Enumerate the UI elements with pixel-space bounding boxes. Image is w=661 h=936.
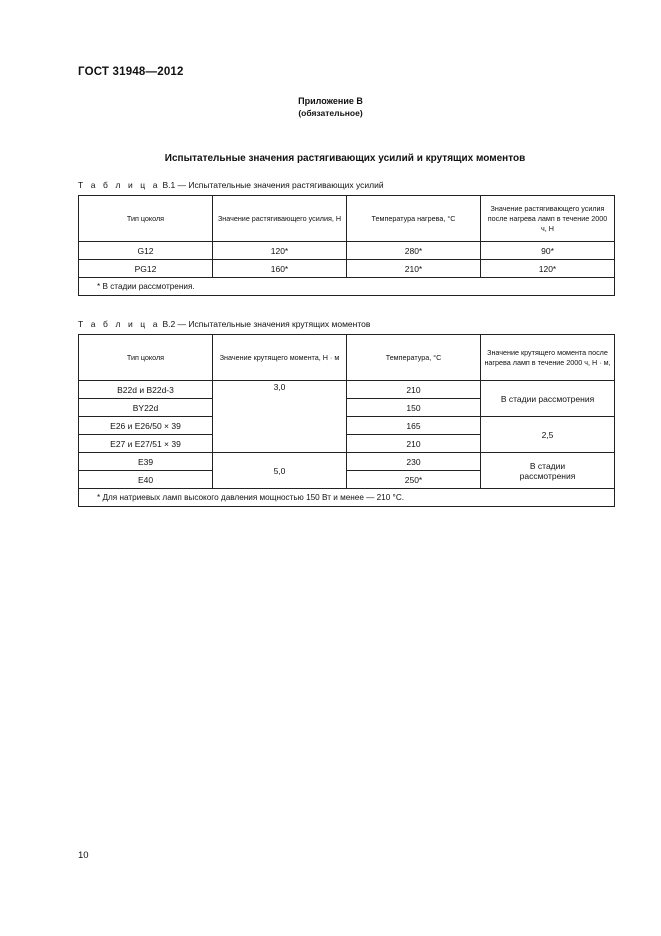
cell-temperature: 250* (347, 471, 481, 489)
cell-heating-temp: 210* (347, 260, 481, 278)
cell-force-after-heat: 120* (481, 260, 615, 278)
table-row (79, 260, 615, 278)
cell-temperature: 165 (347, 417, 481, 435)
appendix-title: Приложение В (298, 96, 363, 106)
col-header-torque: Значение крутящего момента, Н · м (213, 335, 347, 381)
cell-base-type: E39 (79, 453, 213, 471)
table1-caption (78, 180, 384, 190)
cell-temperature: 210 (347, 435, 481, 453)
col-header-base-type: Тип цоколя (79, 335, 213, 381)
table-row (79, 417, 615, 435)
cell-base-type: G12 (79, 242, 213, 260)
table-footnote-row (79, 278, 615, 296)
table1-footnote: * В стадии рассмотрения. (79, 278, 615, 296)
appendix-status: (обязательное) (298, 108, 363, 118)
cell-torque-after-heat: В стадии рассмотрения (481, 453, 615, 489)
cell-tensile-force: 120* (213, 242, 347, 260)
standard-designation: ГОСТ 31948—2012 (78, 66, 184, 78)
table2-caption (78, 319, 370, 329)
cell-torque-after-heat: 2,5 (481, 417, 615, 453)
appendix-heading (0, 95, 661, 119)
section-title: Испытательные значения растягивающих усилий и крутящих моментов (164, 153, 526, 164)
cell-heating-temp: 280* (347, 242, 481, 260)
cell-force-after-heat: 90* (481, 242, 615, 260)
cell-torque: 3,0 (213, 381, 347, 453)
col-header-temperature: Температура, °С (347, 335, 481, 381)
col-header-torque-after-heat: Значение крутящего момента после нагрева ламп в течение 2000 ч, Н · м, (481, 335, 615, 381)
table2-caption-text: В.2 — Испытательные значения крутящих моментов (162, 319, 371, 329)
cell-base-type: E40 (79, 471, 213, 489)
table-header-row (79, 196, 615, 242)
cell-base-type: B22d и B22d-3 (79, 381, 213, 399)
cell-base-type: E26 и E26/50 × 39 (79, 417, 213, 435)
table-header-row (79, 335, 615, 381)
col-header-base-type: Тип цоколя (79, 196, 213, 242)
table-row (79, 381, 615, 399)
table-b1 (78, 195, 615, 296)
table-footnote-row (79, 489, 615, 507)
table-b2 (78, 334, 615, 507)
page-number: 10 (78, 850, 89, 861)
table2-footnote: * Для натриевых ламп высокого давления мощностью 150 Вт и менее — 210 °С. (79, 489, 615, 507)
cell-torque: 5,0 (213, 453, 347, 489)
col-header-tensile-force: Значение растягивающего усилия, Н (213, 196, 347, 242)
cell-base-type: PG12 (79, 260, 213, 278)
cell-base-type: BY22d (79, 399, 213, 417)
cell-temperature: 150 (347, 399, 481, 417)
cell-tensile-force: 160* (213, 260, 347, 278)
cell-temperature: 230 (347, 453, 481, 471)
table1-caption-prefix: Т а б л и ц а (78, 180, 161, 190)
cell-temperature: 210 (347, 381, 481, 399)
cell-torque-after-heat: В стадии рассмотрения (481, 381, 615, 417)
col-header-force-after-heat: Значение растягивающего усилия после нагрева ламп в течение 2000 ч, Н (481, 196, 615, 242)
table-row (79, 242, 615, 260)
table1-caption-text: В.1 — Испытательные значения растягивающих усилий (162, 180, 384, 190)
cell-base-type: E27 и E27/51 × 39 (79, 435, 213, 453)
col-header-heating-temp: Температура нагрева, °С (347, 196, 481, 242)
table-row (79, 453, 615, 471)
table2-caption-prefix: Т а б л и ц а (78, 319, 161, 329)
